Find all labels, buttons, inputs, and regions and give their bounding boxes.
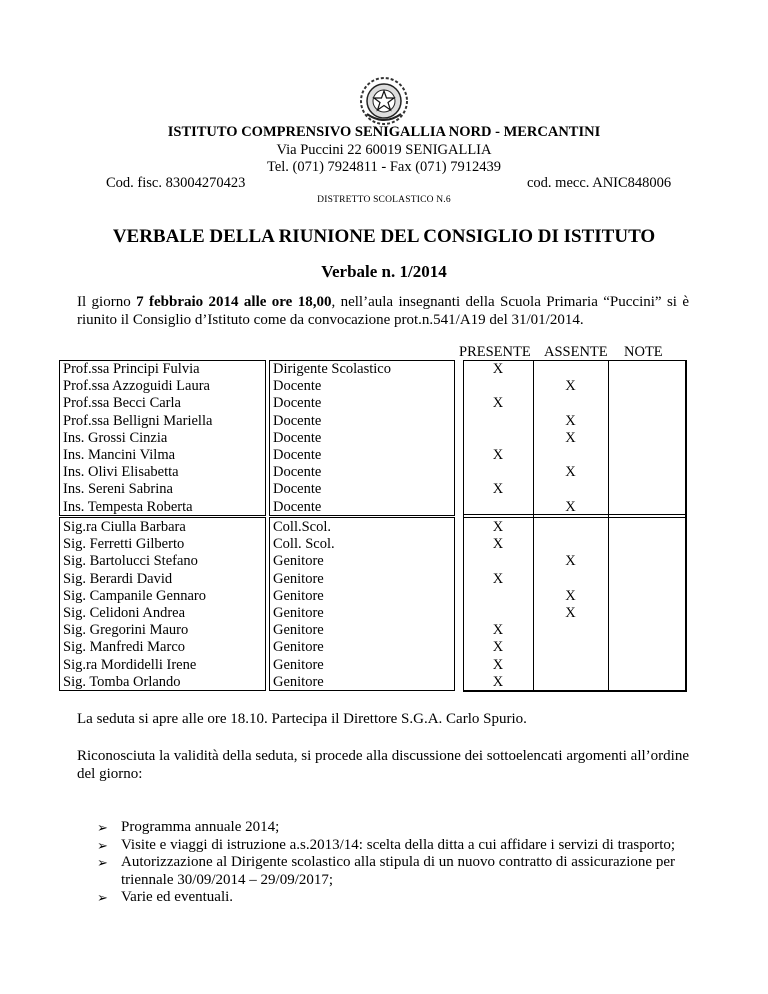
validity-paragraph: Riconosciuta la validità della seduta, si procede alla discussione dei sottoelencati argomenti all’ordine del giorno: xyxy=(77,748,689,782)
agenda-item-text: Visite e viaggi di istruzione a.s.2013/14: scelta della ditta a cui affidare i servizi di trasporto; xyxy=(121,836,676,853)
document-subtitle: Verbale n. 1/2014 xyxy=(321,262,447,281)
table-row xyxy=(0,674,768,691)
table-row xyxy=(0,553,768,570)
table-row xyxy=(0,395,768,412)
table-row xyxy=(0,536,768,553)
agenda-item-text: Programma annuale 2014; xyxy=(121,819,280,835)
member-role: Docente xyxy=(273,395,322,412)
mecc-code: cod. mecc. ANIC848006 xyxy=(527,175,672,191)
member-role: Genitore xyxy=(273,656,324,673)
table-row xyxy=(0,447,768,464)
member-role: Genitore xyxy=(273,587,324,604)
member-role: Dirigente Scolastico xyxy=(273,361,391,377)
italian-republic-emblem xyxy=(359,76,409,126)
header-present: PRESENTE xyxy=(459,344,531,360)
table-row xyxy=(0,605,768,622)
agenda-item-text: Varie ed eventuali. xyxy=(121,889,234,905)
absent-mark: X xyxy=(565,605,576,621)
arrow-bullet-icon: ➢ xyxy=(97,837,108,853)
intro-paragraph xyxy=(77,293,689,329)
member-role: Genitore xyxy=(273,673,324,690)
agenda-item xyxy=(97,819,697,837)
member-role: Docente xyxy=(273,378,322,395)
member-role: Docente xyxy=(273,429,322,446)
member-role: Docente xyxy=(273,498,322,515)
member-name: Sig. Campanile Gennaro xyxy=(63,587,206,604)
member-role: Genitore xyxy=(273,639,324,656)
school-district: DISTRETTO SCOLASTICO N.6 xyxy=(317,195,451,205)
present-mark: X xyxy=(492,673,504,690)
member-name: Sig. Ferretti Gilberto xyxy=(63,536,185,553)
arrow-bullet-icon: ➢ xyxy=(97,820,108,835)
present-mark: X xyxy=(492,639,504,656)
header-absent: ASSENTE xyxy=(544,344,608,360)
grid-separator-2 xyxy=(463,517,685,518)
agenda-item xyxy=(97,889,697,907)
present-mark: X xyxy=(492,570,504,587)
document-title: VERBALE DELLA RIUNIONE DEL CONSIGLIO DI ISTITUTO xyxy=(112,226,656,247)
member-name: Ins. Tempesta Roberta xyxy=(63,498,193,515)
member-role: Docente xyxy=(273,464,322,481)
table-row xyxy=(0,361,768,378)
table-row xyxy=(0,519,768,536)
opening-paragraph: La seduta si apre alle ore 18.10. Partecipa il Direttore S.G.A. Carlo Spurio. xyxy=(77,711,527,727)
table-row xyxy=(0,588,768,605)
member-name: Ins. Grossi Cinzia xyxy=(63,429,168,446)
arrow-bullet-icon: ➢ xyxy=(97,855,108,870)
member-role: Docente xyxy=(273,481,322,498)
present-mark: X xyxy=(492,656,504,673)
member-name: Sig. Gregorini Mauro xyxy=(63,622,189,639)
member-role: Docente xyxy=(273,447,322,463)
member-name: Ins. Olivi Elisabetta xyxy=(63,464,179,481)
absent-mark: X xyxy=(565,429,576,446)
institute-address: Via Puccini 22 60019 SENIGALLIA xyxy=(276,142,492,158)
fiscal-code: Cod. fisc. 83004270423 xyxy=(106,175,246,191)
header-notes: NOTE xyxy=(624,344,663,360)
member-role: Genitore xyxy=(273,553,324,570)
member-name: Prof.ssa Azzoguidi Laura xyxy=(63,378,210,395)
member-role: Coll. Scol. xyxy=(273,536,335,553)
table-row xyxy=(0,657,768,674)
absent-mark: X xyxy=(565,464,576,481)
institute-phone: Tel. (071) 7924811 - Fax (071) 7912439 xyxy=(266,159,502,175)
absent-mark: X xyxy=(565,378,576,395)
present-mark: X xyxy=(492,481,504,498)
intro-date-time: 7 febbraio 2014 alle ore 18,00 xyxy=(136,294,332,310)
table-row xyxy=(0,499,768,516)
member-name: Sig. Tomba Orlando xyxy=(63,673,181,690)
table-row xyxy=(0,481,768,498)
member-name: Sig.ra Ciulla Barbara xyxy=(63,519,186,535)
member-role: Genitore xyxy=(273,622,324,639)
member-name: Sig. Berardi David xyxy=(63,570,173,587)
institute-name: ISTITUTO COMPRENSIVO SENIGALLIA NORD - MERCANTINI xyxy=(167,124,601,140)
present-mark: X xyxy=(492,536,504,553)
member-name: Sig. Bartolucci Stefano xyxy=(63,553,198,570)
agenda-item xyxy=(97,837,697,855)
agenda-list xyxy=(97,819,697,907)
arrow-bullet-icon: ➢ xyxy=(97,890,108,905)
absent-mark: X xyxy=(565,587,576,604)
member-name: Sig. Manfredi Marco xyxy=(63,639,186,656)
table-row xyxy=(0,639,768,656)
member-role: Coll.Scol. xyxy=(273,519,332,535)
present-mark: X xyxy=(492,519,504,535)
intro-rest: , nell’aula insegnanti della Scuola Primaria “Puccini” si è riunito il Consiglio d’Istituto come da convocazione prot.n.541/A19 del 31/01/2014. xyxy=(77,294,689,328)
member-role: Docente xyxy=(273,412,322,429)
present-mark: X xyxy=(492,361,504,377)
table-row xyxy=(0,571,768,588)
agenda-item-text: Autorizzazione al Dirigente scolastico alla stipula di un nuovo contratto di assicurazione per triennale 30/09/2014 – 29/09/2017; xyxy=(121,854,675,888)
present-mark: X xyxy=(492,622,504,639)
table-row xyxy=(0,378,768,395)
member-name: Ins. Mancini Vilma xyxy=(63,447,176,463)
agenda-item xyxy=(97,854,697,889)
absent-mark: X xyxy=(565,553,576,570)
table-row xyxy=(0,413,768,430)
member-role: Genitore xyxy=(273,605,324,621)
absent-mark: X xyxy=(565,498,576,515)
member-name: Sig.ra Mordidelli Irene xyxy=(63,656,197,673)
member-name: Prof.ssa Principi Fulvia xyxy=(63,361,200,377)
member-name: Prof.ssa Becci Carla xyxy=(63,395,181,412)
intro-prefix: Il giorno xyxy=(77,294,137,310)
absent-mark: X xyxy=(565,412,576,429)
member-name: Sig. Celidoni Andrea xyxy=(63,605,186,621)
table-row xyxy=(0,430,768,447)
present-mark: X xyxy=(492,447,504,463)
table-row xyxy=(0,464,768,481)
table-row xyxy=(0,622,768,639)
member-role: Genitore xyxy=(273,570,324,587)
member-name: Ins. Sereni Sabrina xyxy=(63,481,173,498)
present-mark: X xyxy=(492,395,504,412)
member-name: Prof.ssa Belligni Mariella xyxy=(63,412,213,429)
